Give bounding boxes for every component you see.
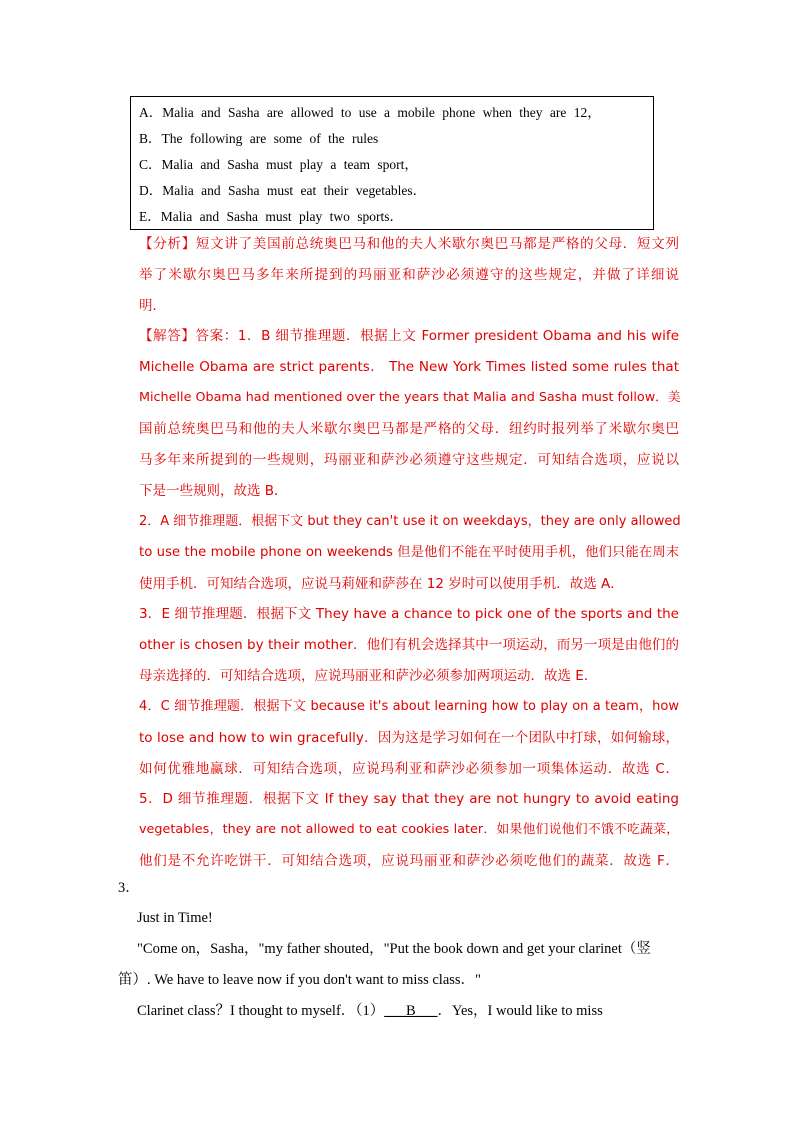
answer-line-8: to use the mobile phone on weekends 但是他们不能在平时使用手机，他们只能在周末 — [139, 545, 679, 560]
answer-line-5: 马多年来所提到的一些规则，玛丽亚和萨沙必须遵守这些规定．可知结合选项，应说以 — [139, 452, 679, 468]
analysis-line-3: 明． — [139, 298, 166, 314]
answer-line-6: 下是一些规则，故选 B． — [139, 483, 288, 499]
answer-line-10: 3．E 细节推理题．根据下文 They have a chance to pick one of the sports and the — [139, 606, 679, 622]
answer-line-2: Michelle Obama are strict parents． The New York Times listed some rules that — [139, 359, 679, 375]
answer-line-18: 他们是不允许吃饼干．可知结合选项，应说玛丽亚和萨沙必须吃他们的蔬菜．故选 F． — [139, 853, 679, 869]
answer-line-16: 5．D 细节推理题．根据下文 If they say that they are not hungry to avoid eating — [139, 791, 679, 807]
answer-line-11: other is chosen by their mother．他们有机会选择其中一项运动，而另一项是由他们的 — [139, 637, 679, 653]
answer-line-1: 【解答】答案：1．B 细节推理题．根据上文 Former president Obama and his wife — [139, 328, 679, 344]
answer-line-17: vegetables，they are not allowed to eat cookies later．如果他们说他们不饿不吃蔬菜， — [139, 822, 679, 837]
option-d: D．Malia and Sasha must eat their vegetables． — [139, 183, 427, 198]
answer-line-4: 国前总统奥巴马和他的夫人米歇尔奥巴马都是严格的父母．纽约时报列举了米歇尔奥巴 — [139, 421, 679, 437]
answer-line-7: 2．A 细节推理题．根据下文 but they can't use it on weekdays，they are only allowed — [139, 514, 681, 529]
option-b: B．The following are some of the rules — [139, 131, 379, 146]
answer-blank: ___B___ — [384, 1003, 438, 1019]
answer-line-14: to lose and how to win gracefully．因为这是学习如何在一个团队中打球，如何输球， — [139, 730, 679, 746]
question-number: 3． — [118, 880, 140, 896]
option-e: E．Malia and Sasha must play two sports． — [139, 209, 403, 224]
passage-line-1: "Come on，Sasha，"my father shouted，"Put the book down and get your clarinet（竖 — [137, 941, 651, 957]
answer-line-3: Michelle Obama had mentioned over the years that Malia and Sasha must follow．美 — [139, 390, 681, 405]
passage-line-2: 笛）. We have to leave now if you don't want to miss class．" — [118, 972, 481, 988]
answer-line-13: 4．C 细节推理题．根据下文 because it's about learning how to play on a team，how — [139, 699, 679, 714]
passage-line-3-end: ．Yes，I would like to miss — [437, 1003, 603, 1019]
passage-line-3 — [137, 1000, 679, 1022]
option-c: C．Malia and Sasha must play a team sport， — [139, 157, 418, 172]
passage-title: Just in Time! — [137, 910, 213, 926]
analysis-line-1: 【分析】短文讲了美国前总统奥巴马和他的夫人米歇尔奥巴马都是严格的父母．短文列 — [139, 236, 679, 252]
analysis-line-2: 举了米歇尔奥巴马多年来所提到的玛丽亚和萨沙必须遵守的这些规定，并做了详细说 — [139, 267, 679, 283]
answer-line-15: 如何优雅地赢球．可知结合选项，应说玛利亚和萨沙必须参加一项集体运动．故选 C． — [139, 761, 679, 777]
passage-line-3-start: Clarinet class？I thought to myself．（1） — [137, 1003, 385, 1019]
option-a: A．Malia and Sasha are allowed to use a mobile phone when they are 12， — [139, 105, 601, 120]
answer-line-12: 母亲选择的．可知结合选项，应说玛丽亚和萨沙必须参加两项运动．故选 E． — [139, 668, 598, 684]
options-box — [130, 96, 654, 230]
answer-line-9: 使用手机．可知结合选项，应说马莉娅和萨莎在 12 岁时可以使用手机．故选 A． — [139, 576, 624, 592]
